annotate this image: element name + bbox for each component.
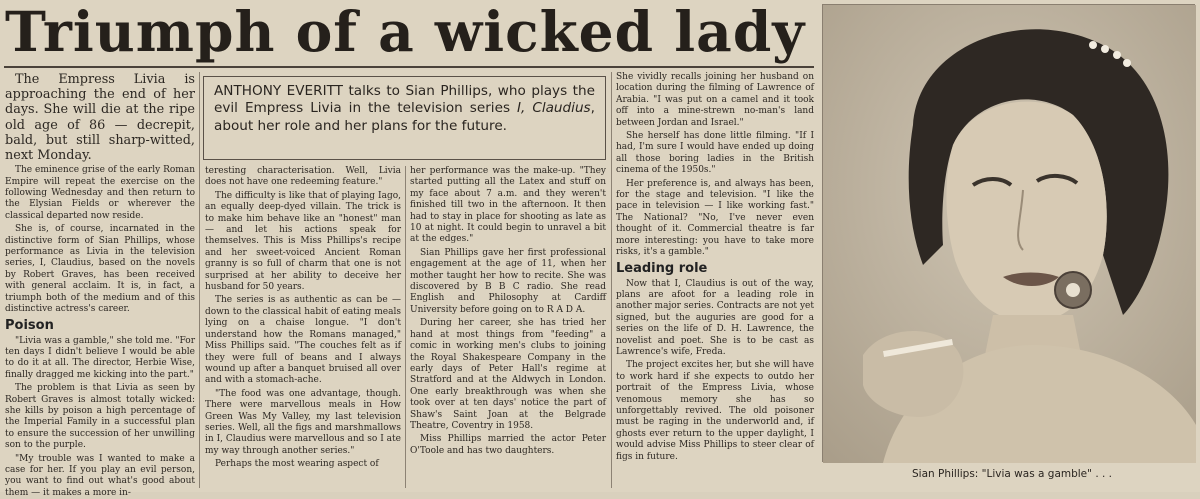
column-divider-1 [199, 72, 200, 488]
column-1 [5, 72, 195, 498]
col2-paragraph-2: The difficulty is like that of playing Iago, an equally deep-dyed villain. The trick is to make him behave like an "honest" man — and let his actions speak for themselves. This is Miss Phillips's recipe and her sweet-voiced Ancient Roman granny is so full of charm that one is not surprised at her ability to deceive her husband for 50 years. [205, 190, 401, 293]
col1-paragraph-3: "Livia was a gamble," she told me. "For ten days I didn't believe I would be able to do it at all. The director, Herbie Wise, finally dragged me kicking into the part." [5, 335, 195, 380]
col2-paragraph-1: teresting characterisation. Well, Livia does not have one redeeming feature." [205, 166, 401, 188]
col1-paragraph-5: "My trouble was I wanted to make a case for her. If you play an evil person, you want to find out what's good about them — it makes a more in- [5, 453, 195, 498]
col4-paragraph-3: Her preference is, and always has been, for the stage and television. "I like the pace in television — I like working fast." The National? "No, I've never even thought of it. Commercial theatre is far more interesting: you have to take more risks, it's a gamble." [616, 178, 814, 258]
col3-paragraph-2: Sian Phillips gave her first professional engagement at the age of 11, when her mother taught her how to recite. She was discovered by B B C radio. She read English and Philosophy at Cardiff University before going on to R A D A. [410, 247, 606, 315]
col4-paragraph-4: Now that I, Claudius is out of the way, plans are afoot for a leading role in another major series. Contracts are not yet signed, but the auguries are good for a series on the life of D. H. Lawrence, the novelist and poet. She is to be cast as Lawrence's wife, Freda. [616, 278, 814, 357]
col1-paragraph-2: She is, of course, incarnated in the distinctive form of Sian Phillips, whose performance as Livia in the television series, I, Claudius, based on the novels by Robert Graves, has been received with general acclaim. It is, in fact, a triumph both of the medium and of this distinctive actress's career. [5, 224, 195, 315]
intro-series-title: I, Claudius [517, 100, 591, 117]
lead-paragraph: The Empress Livia is approaching the end of her days. She will die at the ripe old age of 86 — decrepit, bald, but still sharp-witted, next Monday. [5, 72, 195, 164]
col2-paragraph-5: Perhaps the most wearing aspect of [215, 459, 379, 470]
column-4 [616, 72, 814, 490]
column-2 [205, 166, 401, 490]
column-divider-3 [611, 72, 612, 488]
col3-paragraph-1: her performance was the make-up. "They started putting all the Latex and stuff on my face about 7 a.m. and they weren't finished till two in the afternoon. It then had to stay in place for shooting as late as 10 at night. It could begin to unravel a bit at the edges." [410, 166, 606, 245]
headline: Triumph of a wicked lady [5, 0, 806, 64]
col1-paragraph-1: The eminence grise of the early Roman Empire will repeat the exercise on the following Wednesday and then return to the Elysian Fields or wherever the classical departed now reside. [5, 165, 195, 221]
col3-paragraph-4: Miss Phillips married the actor Peter O'Toole and has two daughters. [410, 434, 606, 456]
intro-text-2: , about her role and her plans for the future. [214, 100, 595, 134]
column-3 [410, 166, 606, 490]
col1-paragraph-4: The problem is that Livia as seen by Robert Graves is almost totally wicked: she kills by poison a high percentage of the Imperial Family in a successful plan to ensure the succession of her unwilling son to the purple. [5, 383, 195, 451]
column-divider-2 [405, 166, 406, 488]
col2-paragraph-3: The series is as authentic as can be — down to the classical habit of eating meals lying on a chaise longue. "I don't understand how the Romans managed," Miss Phillips said. "The couches felt as if they were full of beans and I always wound up after a banquet bruised all over and with a stomach-ache. [205, 295, 401, 386]
col2-paragraph-4: "The food was one advantage, though. There were marvellous meals in How Green Was My Valley, my last television series. Well, all the figs and marshmallows in I, Claudius were marvellous and so I ate my way through another series." [205, 388, 401, 456]
col4-paragraph-1: She vividly recalls joining her husband on location during the filming of Lawrence of Arabia. "I was put on a camel and it took off into a mine-strewn no-man's land between Jordan and Israel." [616, 72, 814, 128]
intro-standfirst [203, 76, 606, 160]
subhead-leading-role: Leading role [616, 260, 708, 276]
intro-text-1: ANTHONY EVERITT talks to Sian Phillips, who plays the evil Empress Livia in the television series [214, 83, 595, 117]
portrait-illustration [823, 5, 1196, 463]
subhead-poison: Poison [5, 317, 54, 333]
photo-caption: Sian Phillips: "Livia was a gamble" . . . [912, 468, 1113, 480]
portrait-photo [822, 4, 1195, 462]
col4-paragraph-2: She herself has done little filming. "If I had, I'm sure I would have ended up doing all those boring ladies in the British cinema of the 1950s." [616, 131, 814, 176]
col4-paragraph-5: The project excites her, but she will have to work hard if she expects to outdo her portrait of the Empress Livia, whose venomous memory she has so unforgettably revived. The old poisoner must be raging in the underworld and, if ghosts ever return to the upper daylight, I would advise Miss Phillips to steer clear of figs in future. [616, 360, 814, 462]
headline-rule [4, 66, 814, 68]
col3-paragraph-3: During her career, she has tried her hand at most things from "feeding" a comic in working men's clubs to joining the Royal Shakespeare Company in the early days of Peter Hall's regime at Stratford and at the Aldwych in London. One early breakthrough was when she took over at ten days' notice the part of Shaw's Saint Joan at the Belgrade Theatre, Coventry in 1958. [410, 318, 606, 431]
